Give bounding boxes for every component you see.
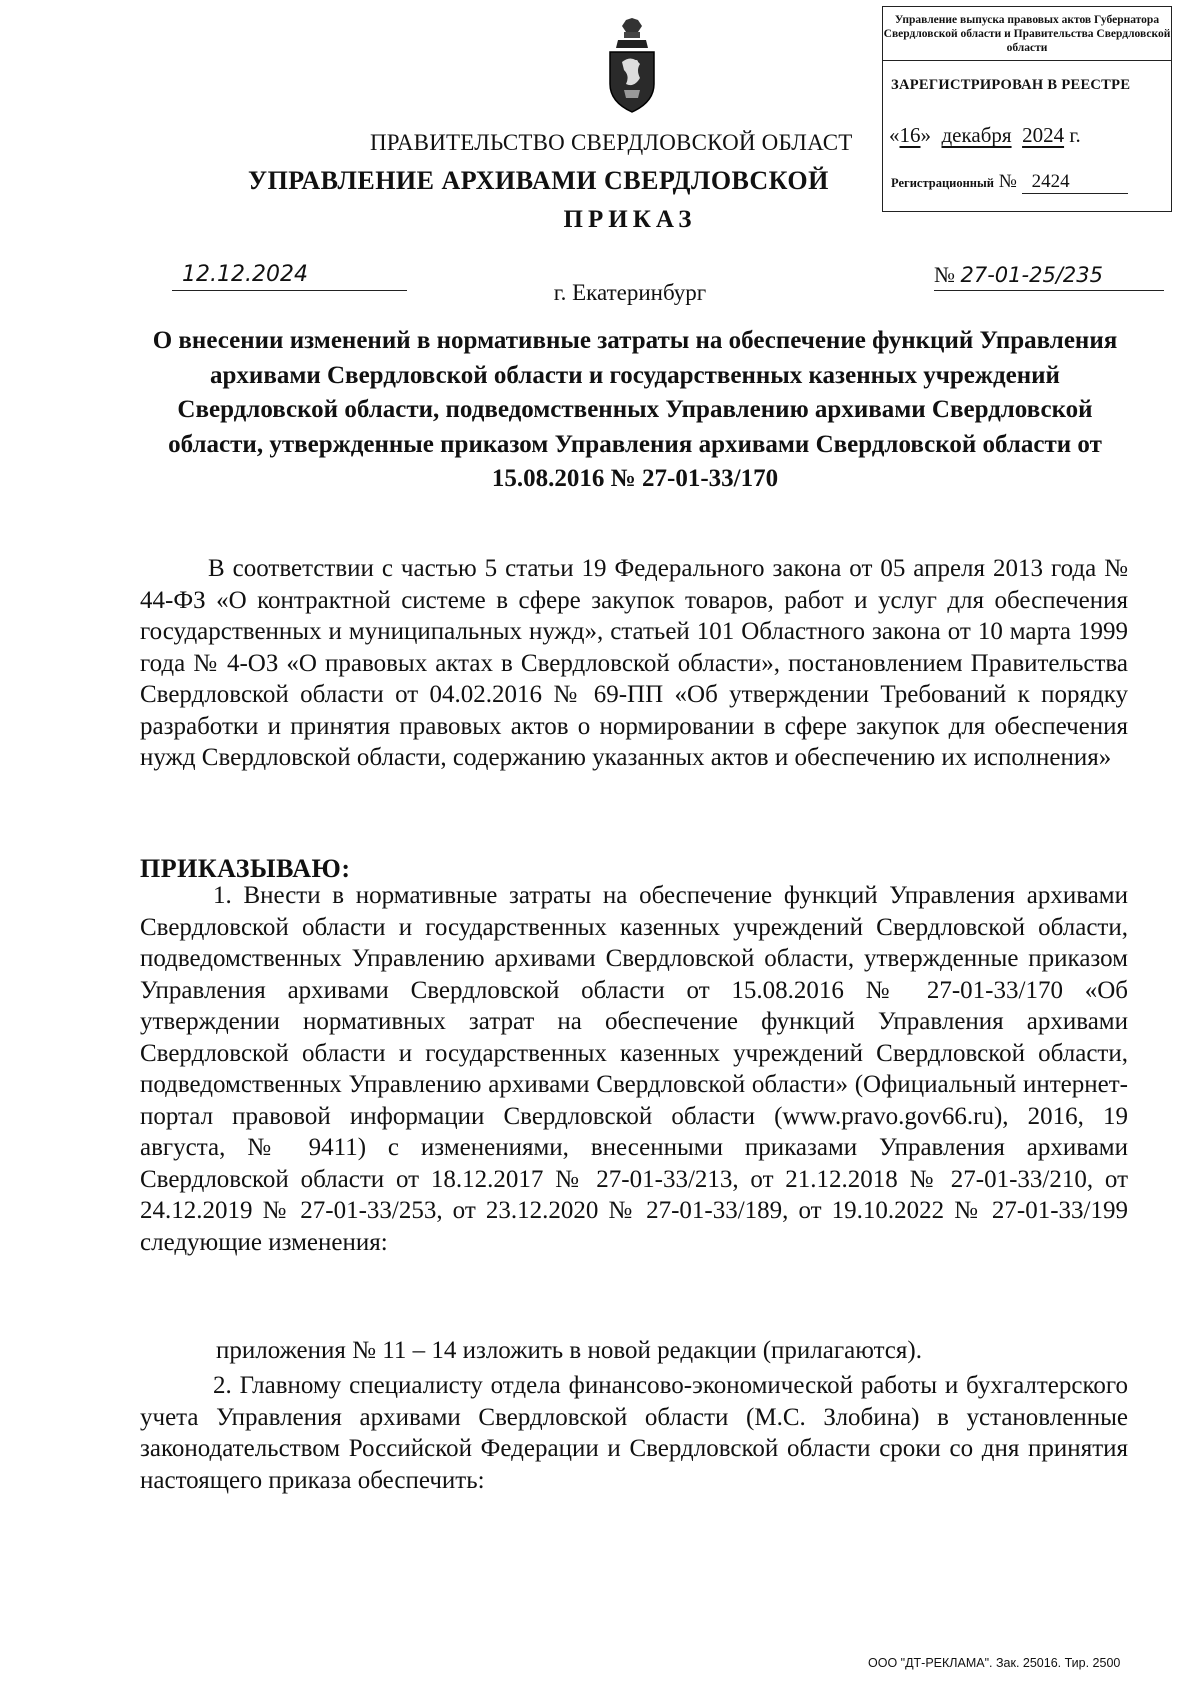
command-heading: ПРИКАЗЫВАЮ:	[140, 854, 351, 883]
coat-of-arms-icon	[604, 18, 660, 114]
stamp-status: ЗАРЕГИСТРИРОВАН В РЕЕСТРЕ	[891, 77, 1131, 93]
document-date: 12.12.2024	[172, 262, 407, 291]
number-sign: №	[934, 262, 955, 287]
department-name: УПРАВЛЕНИЕ АРХИВАМИ СВЕРДЛОВСКОЙ	[248, 166, 829, 195]
stamp-year-suffix: г.	[1069, 123, 1081, 147]
printer-imprint: ООО "ДТ-РЕКЛАМА". Зак. 25016. Тир. 2500	[868, 1656, 1121, 1670]
registration-stamp	[882, 6, 1172, 212]
document-city: г. Екатеринбург	[553, 280, 707, 305]
number-value: 27-01-25/235	[960, 263, 1103, 287]
item-1-subparagraph: приложения № 11 – 14 изложить в новой редакции (прилагаются).	[216, 1337, 922, 1364]
stamp-header: Управление выпуска правовых актов Губернатора Свердловской области и Правительства Свердловской области	[883, 7, 1171, 61]
document-type: ПРИКАЗ	[563, 206, 697, 233]
preamble-paragraph: В соответствии с частью 5 статьи 19 Федерального закона от 05 апреля 2013 года № 44-ФЗ «О контрактной системе в сфере закупок товаров, работ и услуг для обеспечения государственных и муниципальных нужд», статьей 101 Областного закона от 10 марта 1999 года № 4-ОЗ «О правовых актах в Свердловской области», постановлением Правительства Свердловской области от 04.02.2016 № 69-ПП «Об утверждении Требований к порядку разработки и принятия правовых актов о нормировании в сфере закупок для обеспечения нужд Свердловской области, содержанию указанных актов и обеспечению их исполнения»	[140, 555, 1128, 771]
stamp-year: 2024	[1022, 123, 1065, 147]
stamp-reg-number	[891, 171, 1128, 194]
stamp-number-sign: №	[998, 171, 1017, 192]
stamp-day: 16	[899, 123, 921, 147]
item-2-paragraph: 2. Главному специалисту отдела финансово-экономической работы и бухгалтерского учета Управления архивами Свердловской области (М.С. Злобина) в установленные законодательством Российской Федерации и Свердловской области сроки со дня принятия настоящего приказа обеспечить:	[140, 1372, 1128, 1494]
stamp-month: декабря	[941, 123, 1012, 147]
stamp-reg-value: 2424	[1022, 171, 1128, 194]
stamp-date: «16» декабря 2024 г.	[889, 123, 1081, 147]
document-title: О внесении изменений в нормативные затраты на обеспечение функций Управления архивами Свердловской области и государственных казенных учреждений Свердловской области, подведомственных Управлению архивами Свердловской области, утвержденные приказом Управления архивами Свердловской области от 15.08.2016 № 27-01-33/170	[152, 327, 1118, 492]
item-1-paragraph: 1. Внести в нормативные затраты на обеспечение функций Управления архивами Свердловской области и государственных казенных учреждений Свердловской области, подведомственных Управлению архивами Свердловской области, утвержденные приказом Управления архивами Свердловской области от 15.08.2016 № 27-01-33/170 «Об утверждении нормативных затрат на обеспечение функций Управления архивами Свердловской области и государственных казенных учреждений Свердловской области, подведомственных Управлению архивами Свердловской области» (Официальный интернет-портал правовой информации Свердловской области (www.pravo.gov66.ru), 2016, 19 августа, № 9411) с изменениями, внесенными приказами Управления архивами Свердловской области от 18.12.2017 № 27-01-33/213, от 21.12.2018 № 27-01-33/210, от 24.12.2019 № 27-01-33/253, от 23.12.2020 № 27-01-33/189, от 19.10.2022 № 27-01-33/199 следующие изменения:	[140, 882, 1128, 1256]
stamp-reg-label: Регистрационный	[891, 176, 994, 190]
government-name: ПРАВИТЕЛЬСТВО СВЕРДЛОВСКОЙ ОБЛАСТ	[370, 130, 853, 155]
